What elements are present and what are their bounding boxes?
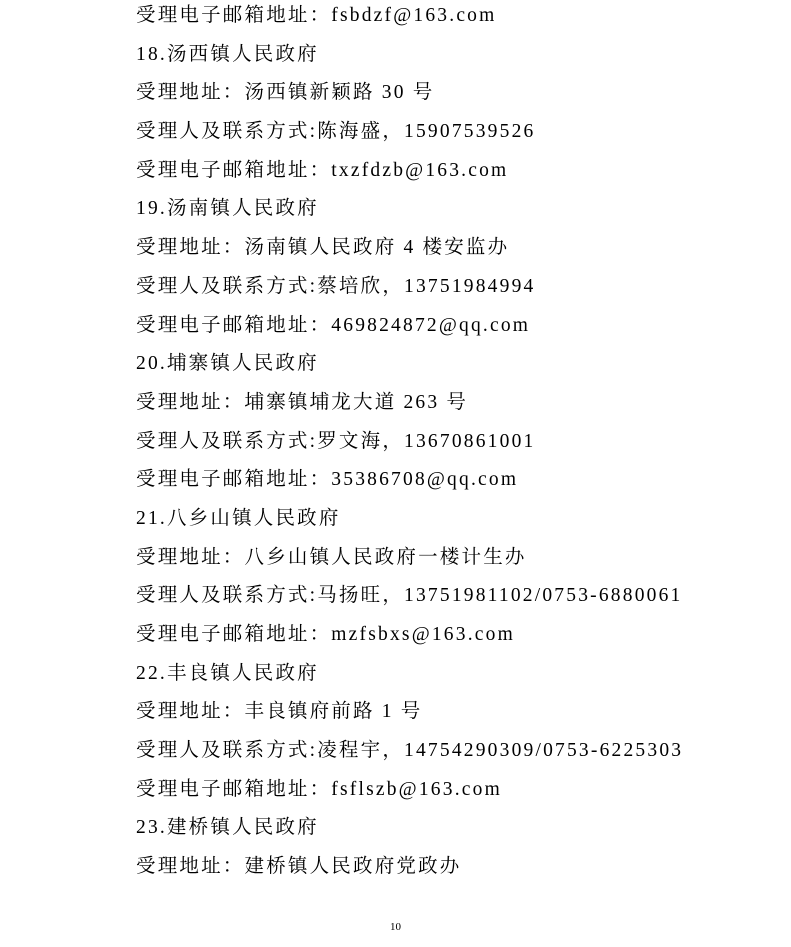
section-heading-21: 21.八乡山镇人民政府	[136, 507, 341, 529]
text-line-email: 受理电子邮箱地址：469824872@qq.com	[136, 314, 531, 336]
text-line-email: 受理电子邮箱地址：txzfdzb@163.com	[136, 159, 509, 181]
text-line-contact: 受理人及联系方式:罗文海，13670861001	[136, 430, 536, 452]
section-heading-19: 19.汤南镇人民政府	[136, 198, 319, 220]
text-line-address: 受理地址：汤南镇人民政府 4 楼安监办	[136, 237, 510, 259]
text-line-address: 受理地址：汤西镇新颖路 30 号	[136, 82, 435, 104]
section-heading-20: 20.埔寨镇人民政府	[136, 353, 319, 375]
section-heading-23: 23.建桥镇人民政府	[136, 817, 319, 839]
text-line-contact: 受理人及联系方式:马扬旺，13751981102/0753-6880061	[136, 585, 683, 607]
text-line-email: 受理电子邮箱地址：35386708@qq.com	[136, 469, 519, 491]
text-line-email: 受理电子邮箱地址：fsflszb@163.com	[136, 778, 502, 800]
text-line-contact: 受理人及联系方式:凌程宇，14754290309/0753-6225303	[136, 740, 684, 762]
text-line-address: 受理地址：埔寨镇埔龙大道 263 号	[136, 391, 469, 413]
page-number: 10	[390, 921, 401, 933]
text-line-contact: 受理人及联系方式:陈海盛，15907539526	[136, 121, 536, 143]
text-line-email: 受理电子邮箱地址：mzfsbxs@163.com	[136, 624, 515, 645]
text-line-address: 受理地址：丰良镇府前路 1 号	[136, 701, 423, 723]
text-line-email: 受理电子邮箱地址：fsbdzf@163.com	[136, 5, 497, 26]
text-line-address: 受理地址：八乡山镇人民政府一楼计生办	[136, 546, 527, 568]
document-body	[136, 0, 776, 887]
text-line-contact: 受理人及联系方式:蔡培欣，13751984994	[136, 275, 536, 297]
text-line-address: 受理地址：建桥镇人民政府党政办	[136, 856, 462, 878]
section-heading-18: 18.汤西镇人民政府	[136, 43, 319, 65]
section-heading-22: 22.丰良镇人民政府	[136, 662, 319, 684]
